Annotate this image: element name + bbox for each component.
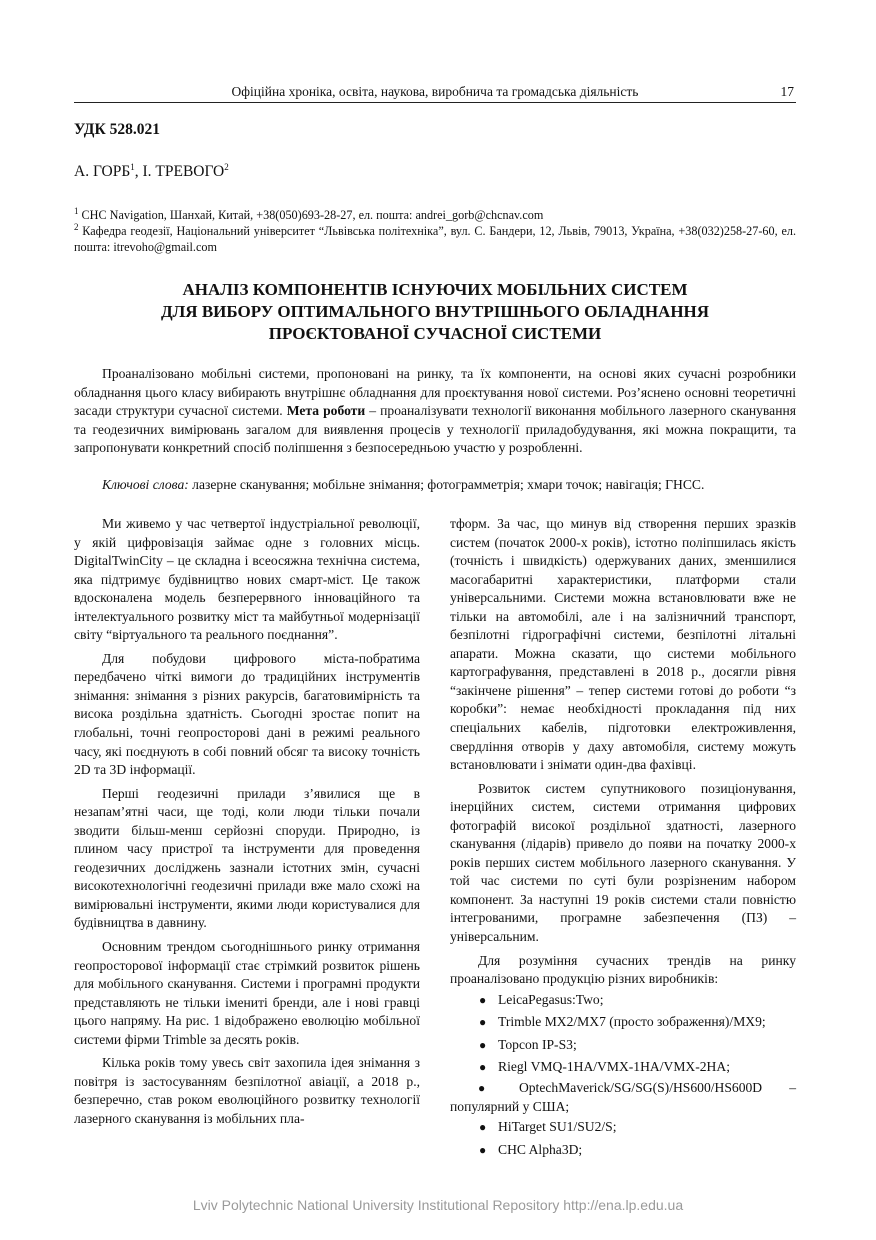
list-item (450, 1079, 796, 1116)
author-1: А. ГОРБ (74, 163, 131, 180)
list-item (450, 1034, 796, 1057)
running-header (74, 84, 796, 103)
udc-code: УДК 528.021 (74, 121, 160, 138)
affiliation-1 (74, 207, 796, 223)
keywords-text: лазерне сканування; мобільне знімання; фотограмметрія; хмари точок; навігація; ГНСС. (188, 477, 705, 492)
author-2-affiliation-mark: 2 (224, 161, 229, 172)
author-1-affiliation-mark: 1 (130, 161, 135, 172)
author-separator: , (134, 163, 143, 180)
affiliation-text: CHC Navigation, Шанхай, Китай, +38(050)693-28-27, ел. пошта: andrei_gorb@chcnav.com (81, 208, 544, 222)
abstract-text-2: – проаналізувати технології виконання мобільного лазерного сканування та геодезичних вимірювань загалом для виявлення процесів у технології приладобудування, які можна покращити, та запропонувати конкретний спосіб поліпшення з безпосередньою участю у розробленні. (74, 403, 796, 456)
list-item-text: Riegl VMQ-1HA/VMX-1HA/VMX-2HA; (498, 1059, 730, 1075)
body-paragraph: Перші геодезичні прилади з’явилися ще в незапам’ятні часи, ще тоді, коли люди тільки почали зводити більш-менш серйозні споруди. Природно, із плином часу пристрої та інструменти для проведення геодезичних досліджень зазнали істотних змін, сучасні високотехнологічні геодезичні прилади вже мало схожі на вимірювальні інструменти, якими люди користувалися для будівництва в давнину. (74, 785, 420, 931)
title-line-2: ДЛЯ ВИБОРУ ОПТИМАЛЬНОГО ВНУТРІШНЬОГО ОБЛАДНАННЯ (160, 302, 710, 321)
bullet-icon: ● (479, 992, 487, 1007)
list-item (450, 1139, 796, 1162)
list-item (450, 989, 796, 1012)
paper-title (74, 279, 796, 345)
body-paragraph: Розвиток систем супутникового позиціонування, інерційних систем, системи отримання цифрових фотографій високої роздільної здатності, лазерного сканування (лідарів) привело до появи на початку 2000-х років перших систем мобільного лазерного сканування. У той час системи по суті були розрізненим набором компонент. За наступні 19 років системи стали повністю інтегрованими, програмне забезпечення (ПЗ) – універсальним. (450, 780, 796, 945)
affiliation-text: Кафедра геодезії, Національний університет “Львівська політехніка”, вул. С. Бандери, 12, Львів, 79013, Україна, +38(032)258-27-60, ел. пошта: itrevoho@gmail.com (74, 224, 796, 254)
authors-line (74, 163, 229, 181)
body-paragraph: Основним трендом сьогоднішнього ринку отримання геопросторової інформації стає стрімкий розвиток рішень для мобільного сканування. Системи і програмні продукти представляють не тільки імениті бренди, але і нові гравці цього напряму. На рис. 1 відображено еволюцію мобільної системи фірми Trimble за десять років. (74, 939, 420, 1047)
body-column-left (74, 515, 420, 1129)
bullet-icon: ● (479, 1142, 487, 1157)
list-item (450, 1116, 796, 1139)
keywords (74, 476, 796, 495)
bullet-icon: ● (479, 1037, 487, 1052)
list-item (450, 1056, 796, 1079)
body-paragraph-continued: тформ. За час, що минув від створення перших зразків систем (початок 2000-х років), істотно поліпшилась якість (точність і швидкість) одержуваних даних, зменшилися масогабаритні характеристики, платформи стали універсальними. Системи можна встановлювати вже не тільки на автомобілі, але і на залізничний транспорт, безпілотні гідрографічні системи, безпілотні літальні апарати. Можна сказати, що системи мобільного картографування, представлені в 2018 р., досягли рівня “закінчене рішення” – тепер системи готові до роботи “з коробки”: немає необхідності прокладання під них спеціальних кабелів, підготовки електроживлення, свердління отворів у даху автомобіля, систему можуть встановлювати і знімати один-два фахівці. (450, 516, 796, 773)
page-number: 17 (780, 84, 794, 99)
bullet-icon: ● (479, 1120, 487, 1135)
abstract-goal-label: Мета роботи (286, 403, 366, 419)
list-item-text: Trimble MX2/MX7 (просто зображення)/MX9; (498, 1014, 766, 1030)
abstract (74, 365, 796, 458)
title-line-1: АНАЛІЗ КОМПОНЕНТІВ ІСНУЮЧИХ МОБІЛЬНИХ СИСТЕМ (182, 280, 688, 299)
body-paragraph: Кілька років тому увесь світ захопила ідея знімання з повітря із застосуванням безпілотної авіації, а 2018 р., безперечно, став роком еволюційного розвитку технології лазерного сканування із мобільних пла- (74, 1055, 420, 1126)
author-2: І. ТРЕВОГО (142, 163, 225, 180)
affiliation-2 (74, 223, 796, 255)
list-item-text: Topcon IP-S3; (498, 1036, 577, 1052)
list-item-text: OptechMaverick/SG/SG(S)/HS600/HS600D – популярний у США; (450, 1080, 796, 1114)
affiliation-number: 1 (74, 205, 79, 216)
body-paragraph: Для побудови цифрового міста-побратима передбачено чіткі вимоги до традиційних інструментів знімання: знімання з різних ракурсів, багатовимірність та висока роздільна здатність. Сьогодні зростає попит на глобальні, точні геопросторові дані в режимі реального часу, які поєднують в собі повний обсяг та високу точність 2D та 3D інформації. (74, 650, 420, 778)
abstract-text-1: Проаналізовано мобільні системи, пропоновані на ринку, та їх компоненти, на основі яких сучасні розробники обладнання цього класу вибирають внутрішнє обладнання для проєктування нової системи. Роз’яснено основні теоретичні засади структури сучасної системи. (74, 366, 796, 419)
body-paragraph: Для розуміння сучасних трендів на ринку проаналізовано продукцію різних виробників: (450, 952, 796, 987)
body-column-right (450, 515, 796, 1161)
list-item (450, 1011, 796, 1034)
affiliation-number: 2 (74, 221, 79, 232)
repository-footer: Lviv Polytechnic National University Institutional Repository http://ena.lp.edu.ua (192, 1197, 684, 1213)
bullet-icon: ● (478, 1081, 509, 1096)
list-item-text: CHC Alpha3D; (498, 1141, 583, 1157)
body-paragraph: Ми живемо у час четвертої індустріальної революції, у якій цифровізація займає одне з головних місць. DigitalTwinCity – це складна і всеосяжна технічна система, яка підтримує будівництво нових смарт-міст. Це також вдосконалена модель безперервного інноваційного та інтелектуального розвитку міст та майбутньої модернізації світу “віртуального та реального поєднання”. (74, 516, 420, 643)
title-line-3: ПРОЄКТОВАНОЇ СУЧАСНОЇ СИСТЕМИ (268, 324, 602, 343)
list-item-text: HiTarget SU1/SU2/S; (498, 1119, 617, 1135)
manufacturer-list (450, 989, 796, 1162)
bullet-icon: ● (479, 1060, 487, 1075)
bullet-icon: ● (479, 1015, 487, 1030)
list-item-text: LeicaPegasus:Two; (498, 991, 604, 1007)
journal-section-title: Офіційна хроніка, освіта, наукова, виробнича та громадська діяльність (231, 84, 639, 99)
keywords-label: Ключові слова: (102, 477, 189, 492)
